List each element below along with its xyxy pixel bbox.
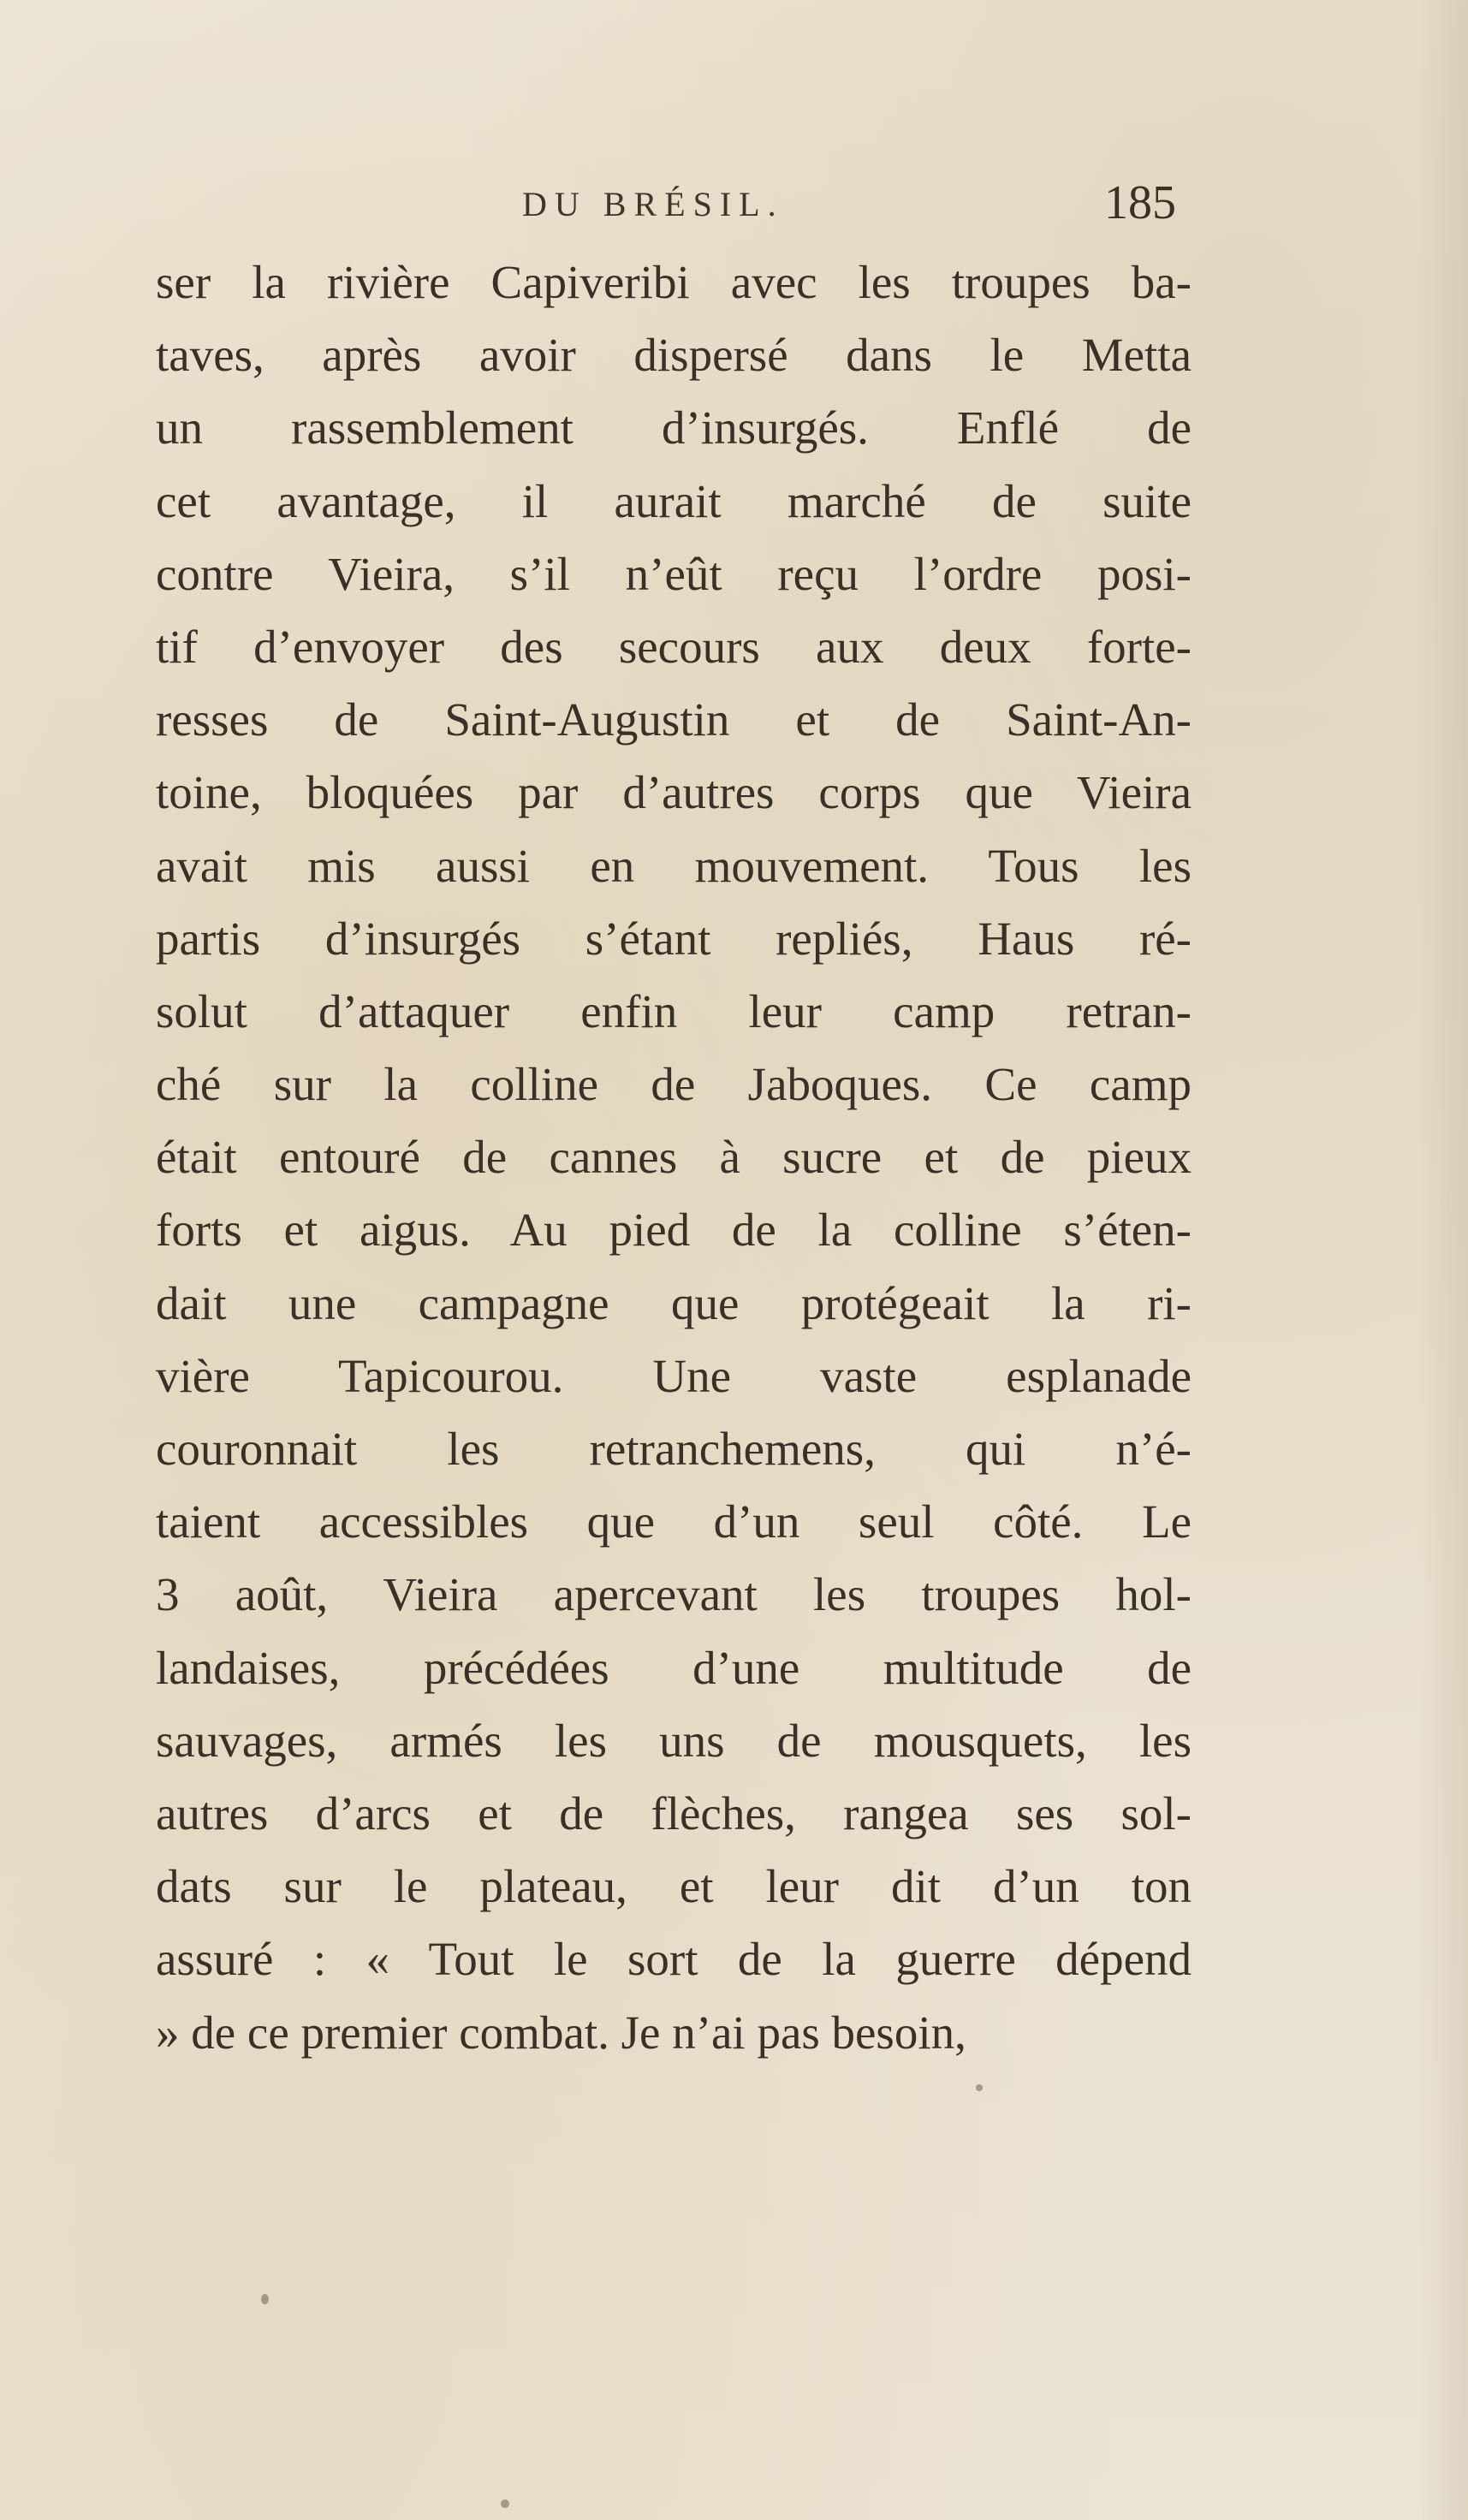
- text-line: dats sur le plateau, et leur dit d’un ton: [156, 1860, 1192, 1913]
- text-line: toine, bloquées par d’autres corps que Vieira: [156, 766, 1192, 819]
- running-head-title: DU BRÉSIL.: [522, 185, 784, 223]
- text-line: » de ce premier combat. Je n’ai pas besoin,: [156, 2006, 966, 2059]
- text-line: couronnait les retranchemens, qui n’é-: [156, 1423, 1192, 1475]
- text-line: taient accessibles que d’un seul côté. Le: [156, 1495, 1192, 1548]
- text-line: resses de Saint-Augustin et de Saint-An-: [156, 693, 1192, 746]
- paper-speck: [501, 2499, 509, 2508]
- text-line: dait une campagne que protégeait la ri-: [156, 1276, 1192, 1329]
- body-text: [156, 246, 1192, 2069]
- text-line: sauvages, armés les uns de mousquets, les: [156, 1714, 1192, 1767]
- text-line: avait mis aussi en mouvement. Tous les: [156, 839, 1192, 892]
- running-head: [0, 175, 1468, 227]
- text-line: vière Tapicourou. Une vaste esplanade: [156, 1349, 1192, 1402]
- page-edge-shadow: [1417, 0, 1468, 2520]
- text-line: taves, après avoir dispersé dans le Metta: [156, 329, 1192, 382]
- text-line: partis d’insurgés s’étant repliés, Haus ré-: [156, 912, 1192, 965]
- page-number: 185: [1104, 176, 1176, 229]
- text-line: ser la rivière Capiveribi avec les troupes ba-: [156, 256, 1192, 308]
- paper-speck: [261, 2294, 269, 2304]
- text-line: landaises, précédées d’une multitude de: [156, 1641, 1192, 1694]
- text-line: un rassemblement d’insurgés. Enflé de: [156, 401, 1192, 455]
- text-line: autres d’arcs et de flèches, rangea ses sol-: [156, 1786, 1192, 1839]
- paper-speck: [976, 2084, 983, 2091]
- text-line: solut d’attaquer enfin leur camp retran-: [156, 984, 1192, 1037]
- text-line: assuré : « Tout le sort de la guerre dépend: [156, 1933, 1192, 1986]
- text-line: 3 août, Vieira apercevant les troupes hol-: [156, 1568, 1192, 1621]
- text-line: cet avantage, il aurait marché de suite: [156, 474, 1192, 527]
- text-line: forts et aigus. Au pied de la colline s’éten-: [156, 1204, 1192, 1257]
- text-line: tif d’envoyer des secours aux deux forte-: [156, 620, 1192, 673]
- text-line: contre Vieira, s’il n’eût reçu l’ordre posi-: [156, 547, 1192, 600]
- text-line: était entouré de cannes à sucre et de pieux: [156, 1131, 1192, 1184]
- text-line: ché sur la colline de Jaboques. Ce camp: [156, 1058, 1192, 1111]
